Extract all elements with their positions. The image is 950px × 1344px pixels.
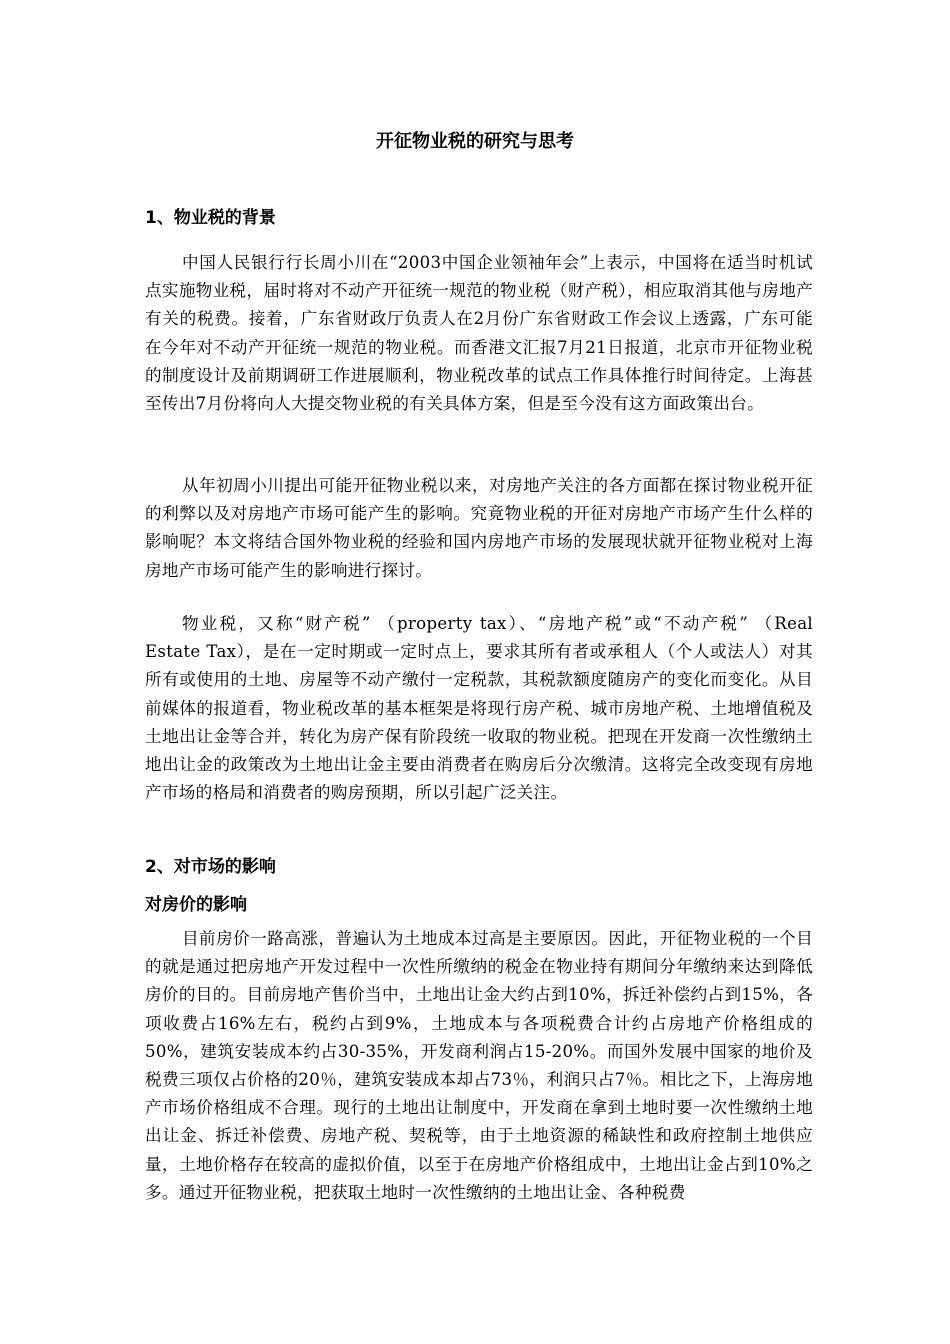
section-heading-market-impact: 2、对市场的影响 <box>145 857 276 877</box>
paragraph-background-1: 中国人民银行行长周小川在“2003中国企业领袖年会”上表示，中国将在适当时机试点实施物业税，届时将对不动产开征统一规范的物业税（财产税），相应取消其他与房地产有关的税费。接着，广东省财政厅负责人在2月份广东省财政工作会议上透露，广东可能在今年对不动产开征统一规范的物业税。而香港文汇报7月21日报道，北京市开征物业税的制度设计及前期调研工作进展顺利，物业税改革的试点工作具体推行时间待定。上海甚至传出7月份将向人大提交物业税的有关具体方案，但是至今没有这方面政策出台。 <box>145 253 813 414</box>
paragraph-definition: 物业税，又称“财产税” （property tax）、“房地产税”或“不动产税” （Real Estate Tax），是在一定时期或一定时点上，要求其所有者或承租人（个人或法人）对其所有或使用的土地、房屋等不动产缴付一定税款，其税款额度随房产的变化而变化。从目前媒体的报道看，物业税改革的基本框架是将现行房产税、城市房地产税、土地增值税及土地出让金等合并，转化为房产保有阶段统一收取的物业税。把现在开发商一次性缴纳土地出让金的政策改为土地出让金主要由消费者在购房后分次缴清。这将完全改变现有房地产市场的格局和消费者的购房预期，所以引起广泛关注。 <box>145 614 813 803</box>
document-title: 开征物业税的研究与思考 <box>376 131 574 152</box>
paragraph-background-2: 从年初周小川提出可能开征物业税以来，对房地产关注的各方面都在探讨物业税开征的利弊以及对房地产市场可能产生的影响。究竟物业税的开征对房地产市场产生什么样的影响呢？本文将结合国外物业税的经验和国内房地产市场的发展现状就开征物业税对上海房地产市场可能产生的影响进行探讨。 <box>145 476 813 580</box>
section-heading-background: 1、物业税的背景 <box>145 208 276 228</box>
subheading-price-impact: 对房价的影响 <box>145 895 247 915</box>
paragraph-price-impact: 目前房价一路高涨，普遍认为土地成本过高是主要原因。因此，开征物业税的一个目的就是通过把房地产开发过程中一次性所缴纳的税金在物业持有期间分年缴纳来达到降低房价的目的。目前房地产售价当中，土地出让金大约占到10%，拆迁补偿约占到15%，各项收费占16%左右，税约占到9%，土地成本与各项税费合计约占房地产价格组成的50%，建筑安装成本约占30-35%，开发商利润占15-20%。而国外发展中国家的地价及税费三项仅占价格的20％，建筑安装成本却占73％，利润只占7％。相比之下，上海房地产市场价格组成不合理。现行的土地出让制度中，开发商在拿到土地时要一次性缴纳土地出让金、拆迁补偿费、房地产税、契税等，由于土地资源的稀缺性和政府控制土地供应量，土地价格存在较高的虚拟价值，以至于在房地产价格组成中，土地出让金占到10%之多。通过开征物业税，把获取土地时一次性缴纳的土地出让金、各种税费 <box>145 929 813 1202</box>
